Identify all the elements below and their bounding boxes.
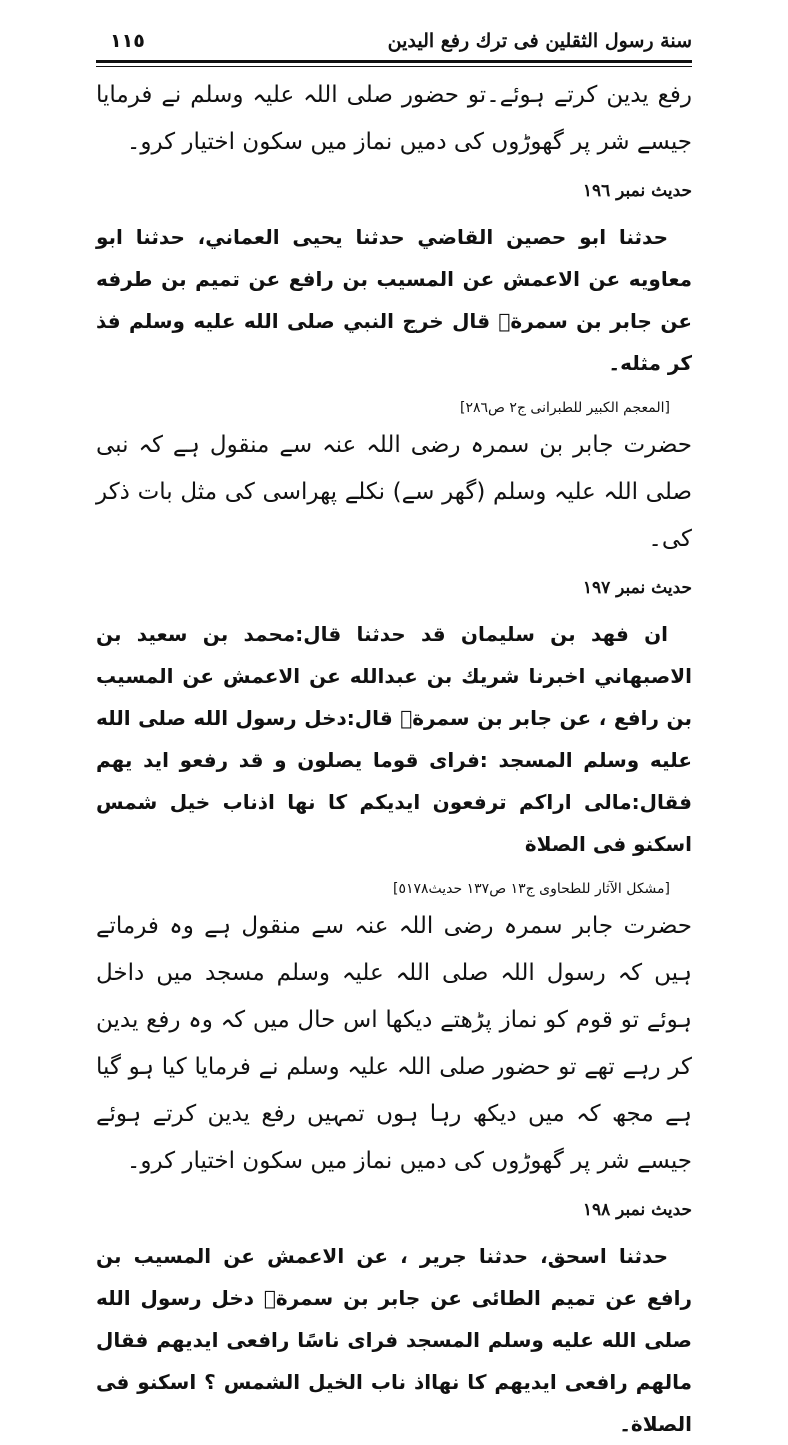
- page-number: ١١٥: [110, 30, 145, 52]
- arabic-text-196: حدثنا ابو حصين القاضي حدثنا يحيى العماني، حدثنا ابو معاويه عن الاعمش عن المسيب بن رافع عن تميم بن طرفه عن جابر بن سمرةؓ قال خرج النبي صلى الله عليه وسلم فذ كر مثله۔: [96, 225, 692, 375]
- arabic-text-197: ان فهد بن سليمان قد حدثنا قال:محمد بن سعيد بن الاصبهاني اخبرنا شريك بن عبدالله عن الاعمش عن المسيب بن رافع ، عن جابر بن سمرةؓ قال:دخل رسول الله صلى الله عليه وسلم المسجد :فرای قوما يصلون و قد رفعو ايد يهم فقال:مالی اراكم ترفعون ايديكم كا نها اذناب خيل شمس اسكنو فی الصلاة: [96, 622, 692, 856]
- urdu-translation-197: حضرت جابر سمرہ رضی اللہ عنہ سے منقول ہے وہ فرماتے ہیں کہ رسول اللہ صلی اللہ علیہ وسلم مسجد میں داخل ہوئے تو قوم کو نماز پڑھتے دیکھا اس حال میں کہ وہ رفع یدین کر رہے تھے تو حضور صلی اللہ علیہ وسلم نے فرمایا کیا ہو گیا ہے مجھ کہ میں دیکھ رہا ہوں تمہیں رفع یدین کرتے ہوئے جیسے شر پر گھوڑوں کی دمیں نماز میں سکون اختیار کرو۔: [96, 913, 692, 1174]
- hadith-heading-196: حدیث نمبر ١٩٦: [582, 181, 692, 201]
- running-title: سنة رسول الثقلين فى ترك رفع اليدين: [387, 30, 692, 52]
- urdu-paragraph-continued: رفع یدین کرتے ہوئے۔تو حضور صلی اللہ علیہ وسلم نے فرمایا جیسے شر پر گھوڑوں کی دمیں نماز میں سکون اختیار کرو۔: [96, 82, 692, 155]
- header-rule-thin: [96, 66, 692, 67]
- hadith-heading-197: حدیث نمبر ١٩٧: [582, 578, 692, 598]
- reference-196: [المعجم الكبير للطبرانی ج٢ ص٢٨٦]: [459, 400, 670, 416]
- header-rule-thick: [96, 60, 692, 63]
- page-header: [96, 30, 692, 60]
- reference-197: [مشكل الآثار للطحاوی ج١٣ ص١٣٧ حديث٥١٧٨]: [392, 881, 670, 897]
- urdu-translation-196: حضرت جابر بن سمرہ رضی اللہ عنہ سے منقول ہے کہ نبی صلی اللہ علیہ وسلم (گھر سے) نکلے پھراسی کی مثل بات ذکر کی۔: [96, 432, 692, 552]
- hadith-heading-198: حدیث نمبر ١٩٨: [582, 1200, 692, 1220]
- arabic-text-198: حدثنا اسحق، حدثنا جرير ، عن الاعمش عن المسيب بن رافع عن تميم الطائی عن جابر بن سمرةؓ دخل رسول الله صلى الله عليه وسلم المسجد فرای ناسًا رافعی ايديهم فقال مالهم رافعی ايديهم كا نهااذ ناب الخيل الشمس ؟ اسكنو فی الصلاة۔: [96, 1244, 692, 1436]
- page-body: [96, 72, 692, 1445]
